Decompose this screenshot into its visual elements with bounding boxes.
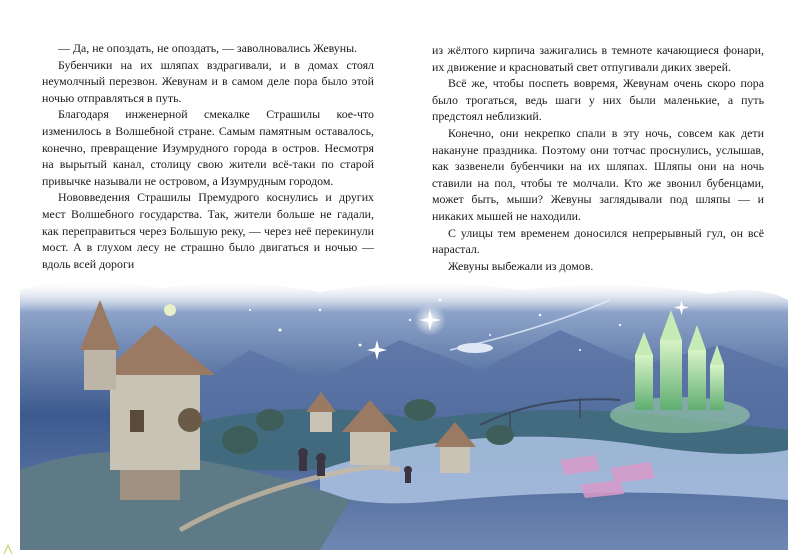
paragraph: Благодаря инженерной смекалке Страшилы кое-что изменилось в Волшебной стране. Самым памятным оставалось, конечно, превращение Изумрудного города в остров. Несмотря на вырытый канал, столицу свою жители всё-таки по старой привычке называли не островом, а Изумрудным городом. bbox=[42, 107, 374, 188]
corner-mark bbox=[3, 543, 13, 555]
paragraph: Жевуны выбежали из домов. bbox=[448, 258, 594, 273]
paragraph: Нововведения Страшилы Премудрого коснулись и других мест Волшебного государства. Так, жители больше не гадали, как переправиться через Большую реку, — через неё перекинули мост. А в глухом лесу не страшно было двигаться и ночью — вдоль всей дороги bbox=[42, 190, 374, 271]
left-text-column bbox=[42, 40, 374, 272]
paragraph-continuation: из жёлтого кирпича зажигались в темноте качающиеся фонари, их движение и красноватый свет отпугивали диких зверей. bbox=[432, 43, 764, 74]
paragraph: Всё же, чтобы поспеть вовремя, Жевунам очень скоро пора было трогаться, ведь шаги у них были маленькие, а путь предстоял неблизкий. bbox=[432, 76, 764, 124]
paragraph: — Да, не опоздать, не опоздать, — заволновались Жевуны. bbox=[58, 41, 358, 55]
paragraph: С улицы тем временем доносился непрерывный гул, он всё нарастал. bbox=[432, 225, 764, 257]
paragraph: Бубенчики на их шляпах вздрагивали, и в домах стоял неумолчный перезвон. Жевунам и в самом деле пора было этой ночью отправляться в путь. bbox=[42, 57, 374, 105]
paragraph: Конечно, они некрепко спали в эту ночь, совсем как дети накануне праздника. Поэтому они тотчас проснулись, услышав, как зазвенели бубенчики на их шляпах. Шляпы они на ночь ставили на пол, чтобы те молчали. Кто же звонил бубенцами, может быть, мыши? Жевуны заглядывали под шляпы — и никаких мышей не находили. bbox=[432, 125, 764, 223]
flying-ship bbox=[457, 343, 493, 353]
right-text-column bbox=[432, 42, 764, 274]
night-landscape-illustration bbox=[20, 270, 788, 550]
